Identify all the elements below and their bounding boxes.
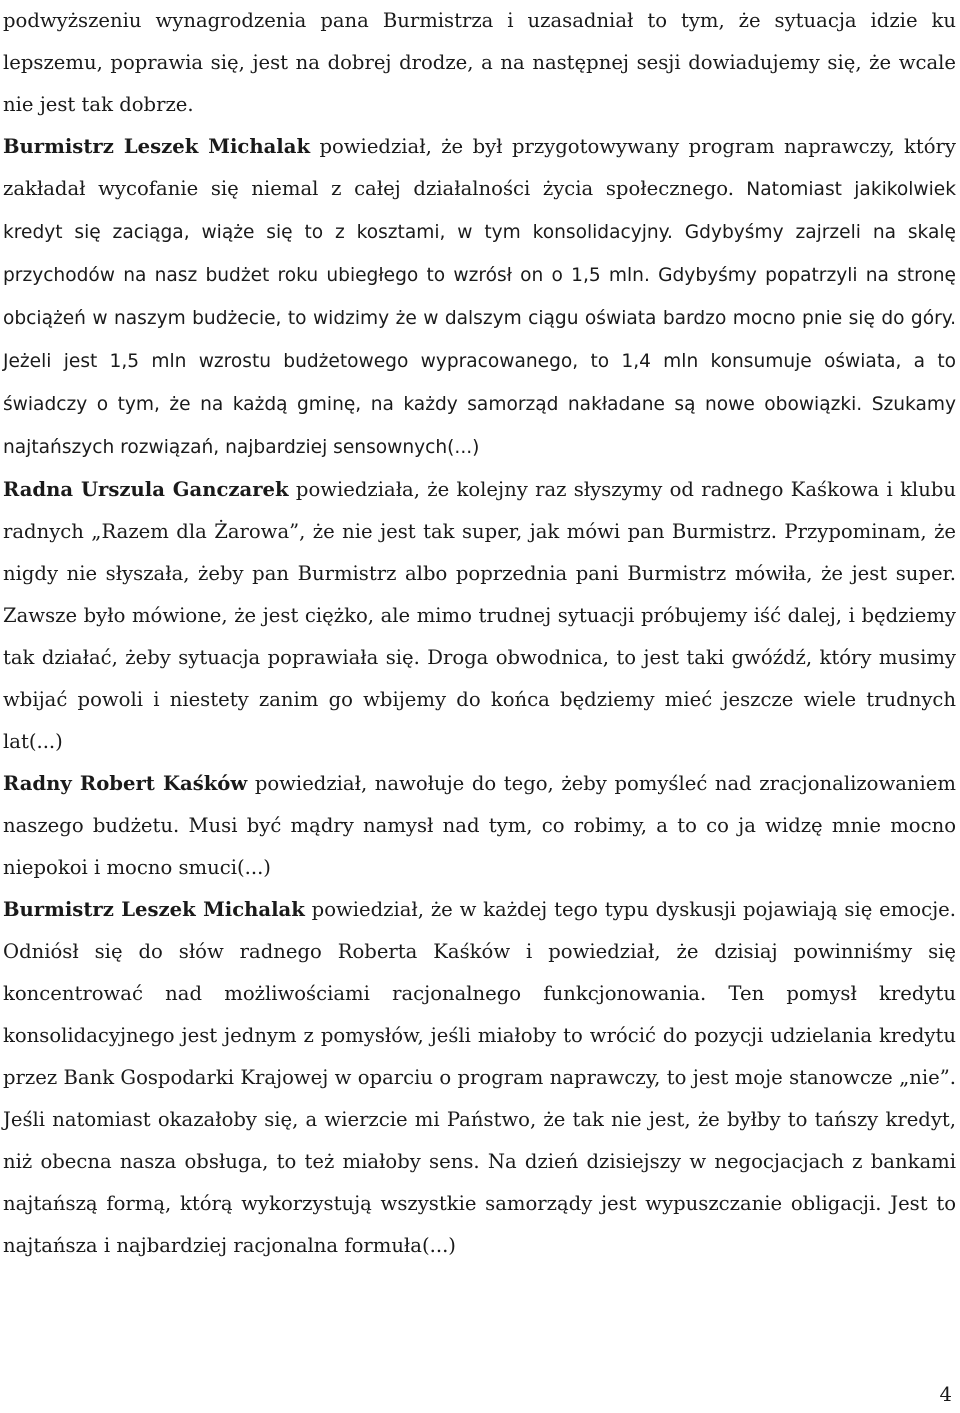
document-body bbox=[3, 0, 956, 1267]
paragraph-burmistrz-2 bbox=[3, 889, 956, 1267]
paragraph-text: podwyższeniu wynagrodzenia pana Burmistrza i uzasadniał to tym, że sytuacja idzie ku lepszemu, poprawia się, jest na dobrej drodze, a na następnej sesji dowiadujemy się, że wcale nie jest tak dobrze. bbox=[3, 9, 956, 116]
speaker-name: Radna Urszula Ganczarek bbox=[3, 478, 289, 501]
page-number: 4 bbox=[939, 1383, 952, 1406]
speaker-name: Burmistrz Leszek Michalak bbox=[3, 898, 305, 921]
speaker-name: Burmistrz Leszek Michalak bbox=[3, 135, 311, 158]
paragraph-kaskow bbox=[3, 763, 956, 889]
paragraph-text: powiedział, że w każdej tego typu dyskusji pojawiają się emocje. Odniósł się do słów radnego Roberta Kaśków i powiedział, że dzisiaj powinniśmy się koncentrować nad możliwościami racjonalnego funkcjonowania. Ten pomysł kredytu konsolidacyjnego jest jednym z pomysłów, jeśli miałoby to wrócić do pozycji udzielania kredytu przez Bank Gospodarki Krajowej w oparciu o program naprawczy, to jest moje stanowcze „nie”. Jeśli natomiast okazałoby się, a wierzcie mi Państwo, że tak nie jest, że byłby to tańszy kredyt, niż obecna nasza obsługa, to też miałoby sens. Na dzień dzisiejszy w negocjacjach z bankami najtańszą formą, którą wykorzystują wszystkie samorządy jest wypuszczanie obligacji. Jest to najtańsza i najbardziej racjonalna formuła(...) bbox=[3, 898, 956, 1257]
paragraph-text: powiedział, nawołuje do tego, żeby pomyśleć nad zracjonalizowaniem naszego budżetu. Musi być mądry namysł nad tym, co robimy, a to co ja widzę mnie mocno niepokoi i mocno smuci(...) bbox=[3, 772, 956, 879]
speaker-name: Radny Robert Kaśków bbox=[3, 772, 248, 795]
paragraph-intro bbox=[3, 0, 956, 126]
paragraph-text-sans: Natomiast jakikolwiek kredyt się zaciąga, wiąże się to z kosztami, w tym konsolidacyjny. Gdybyśmy zajrzeli na skalę przychodów na nasz budżet roku ubiegłego to wzrósł on o 1,5 mln. Gdybyśmy popatrzyli na stronę obciążeń w naszym budżecie, to widzimy że w dalszym ciągu oświata bardzo mocno pnie się do góry. Jeżeli jest 1,5 mln wzrostu budżetowego wypracowanego, to 1,4 mln konsumuje oświata, a to świadczy o tym, że na każdą gminę, na każdy samorząd nakładane są nowe obowiązki. Szukamy najtańszych rozwiązań, najbardziej sensownych(...) bbox=[3, 179, 956, 458]
paragraph-ganczarek bbox=[3, 469, 956, 763]
paragraph-burmistrz-1 bbox=[3, 126, 956, 469]
paragraph-text: powiedziała, że kolejny raz słyszymy od radnego Kaśkowa i klubu radnych „Razem dla Żarowa”, że nie jest tak super, jak mówi pan Burmistrz. Przypominam, że nigdy nie słyszała, żeby pan Burmistrz albo poprzednia pani Burmistrz mówiła, że jest super. Zawsze było mówione, że jest ciężko, ale mimo trudnej sytuacji próbujemy iść dalej, i będziemy tak działać, żeby sytuacja poprawiała się. Droga obwodnica, to jest taki gwóźdź, który musimy wbijać powoli i niestety zanim go wbijemy do końca będziemy mieć jeszcze wiele trudnych lat(...) bbox=[3, 478, 956, 753]
paragraph-text: powiedział, że był przygotowywany program naprawczy, który zakładał wycofanie się niemal z całej działalności życia społecznego. bbox=[3, 135, 956, 200]
